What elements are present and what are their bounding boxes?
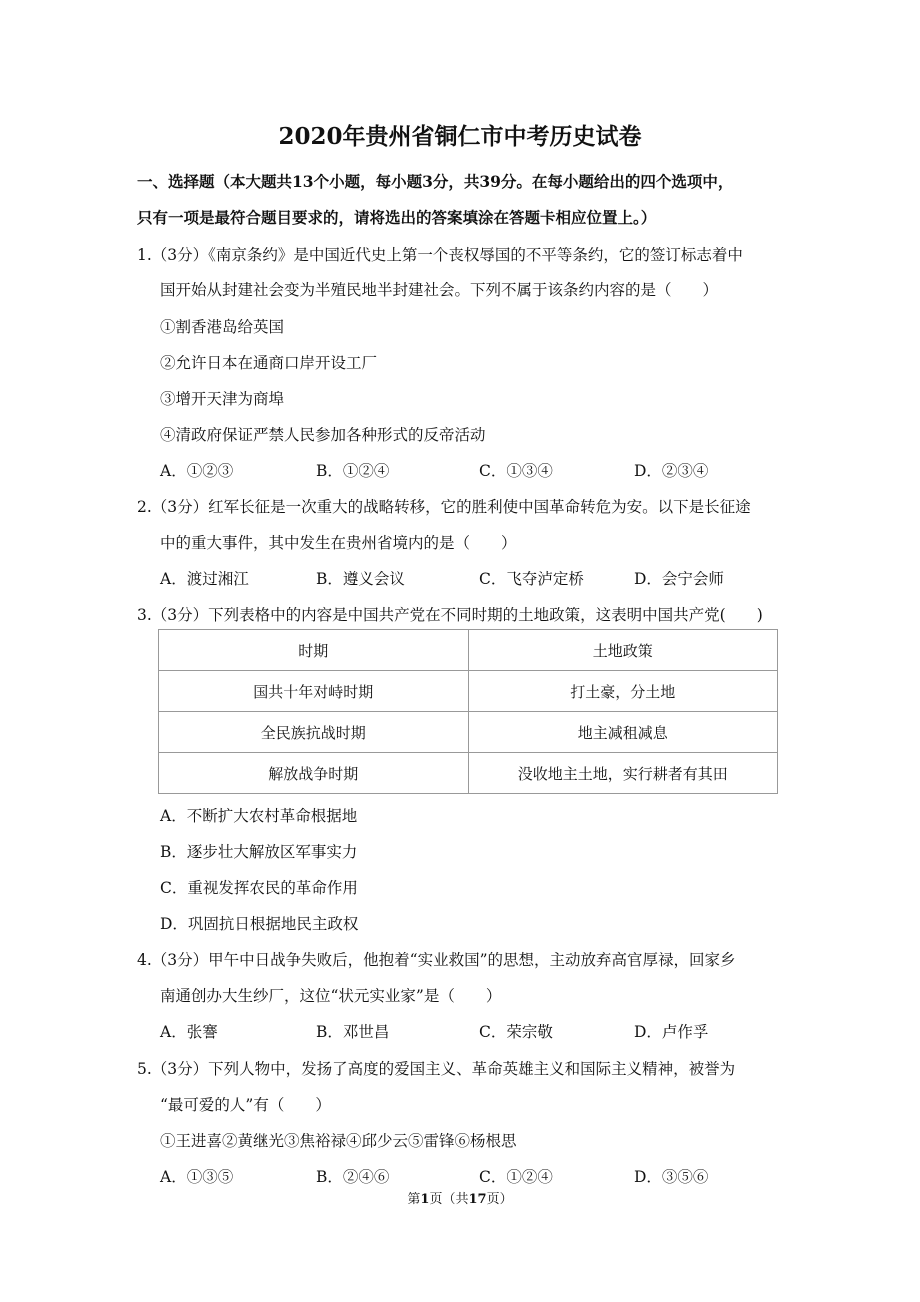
q5-option-a[interactable]: A．①③⑤ bbox=[160, 1168, 234, 1186]
section-heading-line2: 只有一项是最符合题目要求的，请将选出的答案填涂在答题卡相应位置上。） bbox=[137, 208, 657, 227]
q1-item: ②允许日本在通商口岸开设工厂 bbox=[160, 354, 378, 372]
table-header-row bbox=[159, 630, 778, 671]
q4-option-a[interactable]: A．张謇 bbox=[160, 1023, 218, 1041]
table-header-cell: 时期 bbox=[159, 630, 469, 671]
q1-stem-line2: 国开始从封建社会变为半殖民地半封建社会。下列不属于该条约内容的是（ ） bbox=[160, 281, 719, 299]
q5-stem-line1: 5.（3分）下列人物中，发扬了高度的爱国主义、革命英雄主义和国际主义精神，被誉为 bbox=[137, 1060, 736, 1078]
q1-option-c[interactable]: C．①③④ bbox=[479, 462, 553, 480]
table-cell: 全民族抗战时期 bbox=[159, 712, 469, 753]
q4-stem-line1: 4.（3分）甲午中日战争失败后，他抱着“实业救国”的思想，主动放弃高官厚禄，回家乡 bbox=[137, 951, 736, 969]
q3-option-a[interactable]: A．不断扩大农村革命根据地 bbox=[160, 807, 358, 825]
footer-page-number: 1 bbox=[420, 1192, 430, 1207]
table-header-cell: 土地政策 bbox=[468, 630, 778, 671]
q2-option-c[interactable]: C．飞夺泸定桥 bbox=[479, 570, 584, 588]
q3-stem-line1: 3.（3分）下列表格中的内容是中国共产党在不同时期的土地政策，这表明中国共产党( ) bbox=[137, 606, 763, 624]
table-row bbox=[159, 671, 778, 712]
table-row bbox=[159, 712, 778, 753]
q2-stem-line2: 中的重大事件，其中发生在贵州省境内的是（ ） bbox=[160, 534, 517, 552]
q1-option-a[interactable]: A．①②③ bbox=[160, 462, 234, 480]
q4-option-d[interactable]: D．卢作孚 bbox=[634, 1023, 709, 1041]
q1-stem-line1: 1.（3分）《南京条约》是中国近代史上第一个丧权辱国的不平等条约，它的签订标志着中 bbox=[137, 246, 743, 264]
q3-option-d[interactable]: D．巩固抗日根据地民主政权 bbox=[160, 915, 359, 933]
q5-items: ①王进喜②黄继光③焦裕禄④邱少云⑤雷锋⑥杨根思 bbox=[160, 1132, 517, 1150]
q5-option-b[interactable]: B．②④⑥ bbox=[316, 1168, 390, 1186]
table-cell: 国共十年对峙时期 bbox=[159, 671, 469, 712]
q3-option-c[interactable]: C．重视发挥农民的革命作用 bbox=[160, 879, 358, 897]
table-cell: 打土豪，分土地 bbox=[468, 671, 778, 712]
q2-stem-line1: 2.（3分）红军长征是一次重大的战略转移，它的胜利使中国革命转危为安。以下是长征途 bbox=[137, 498, 751, 516]
q5-option-d[interactable]: D．③⑤⑥ bbox=[634, 1168, 709, 1186]
q5-option-c[interactable]: C．①②④ bbox=[479, 1168, 553, 1186]
table-cell: 地主减租减息 bbox=[468, 712, 778, 753]
q2-option-d[interactable]: D．会宁会师 bbox=[634, 570, 724, 588]
table-row bbox=[159, 753, 778, 794]
q2-option-a[interactable]: A．渡过湘江 bbox=[160, 570, 249, 588]
section-heading-line1: 一、选择题（本大题共13个小题，每小题3分，共39分。在每小题给出的四个选项中， bbox=[137, 172, 734, 191]
q1-item: ①割香港岛给英国 bbox=[160, 318, 285, 336]
footer-middle: 页（共 bbox=[429, 1192, 469, 1207]
q4-option-c[interactable]: C．荣宗敬 bbox=[479, 1023, 553, 1041]
table-cell: 没收地主土地，实行耕者有其田 bbox=[468, 753, 778, 794]
q1-option-d[interactable]: D．②③④ bbox=[634, 462, 709, 480]
q1-item: ④清政府保证严禁人民参加各种形式的反帝活动 bbox=[160, 426, 486, 444]
q2-option-b[interactable]: B．遵义会议 bbox=[316, 570, 405, 588]
footer-total-pages: 17 bbox=[468, 1192, 487, 1207]
land-policy-table bbox=[158, 629, 778, 794]
q4-option-b[interactable]: B．邓世昌 bbox=[316, 1023, 390, 1041]
page-footer bbox=[0, 1188, 920, 1207]
q4-stem-line2: 南通创办大生纱厂，这位“状元实业家”是（ ） bbox=[160, 987, 502, 1005]
q1-option-b[interactable]: B．①②④ bbox=[316, 462, 390, 480]
q3-option-b[interactable]: B．逐步壮大解放区军事实力 bbox=[160, 843, 358, 861]
q5-stem-line2: “最可爱的人”有（ ） bbox=[160, 1096, 331, 1114]
footer-prefix: 第 bbox=[407, 1192, 421, 1207]
page-title: 2020年贵州省铜仁市中考历史试卷 bbox=[278, 123, 642, 150]
q1-item: ③增开天津为商埠 bbox=[160, 390, 285, 408]
table-cell: 解放战争时期 bbox=[159, 753, 469, 794]
footer-suffix: 页） bbox=[486, 1192, 513, 1207]
